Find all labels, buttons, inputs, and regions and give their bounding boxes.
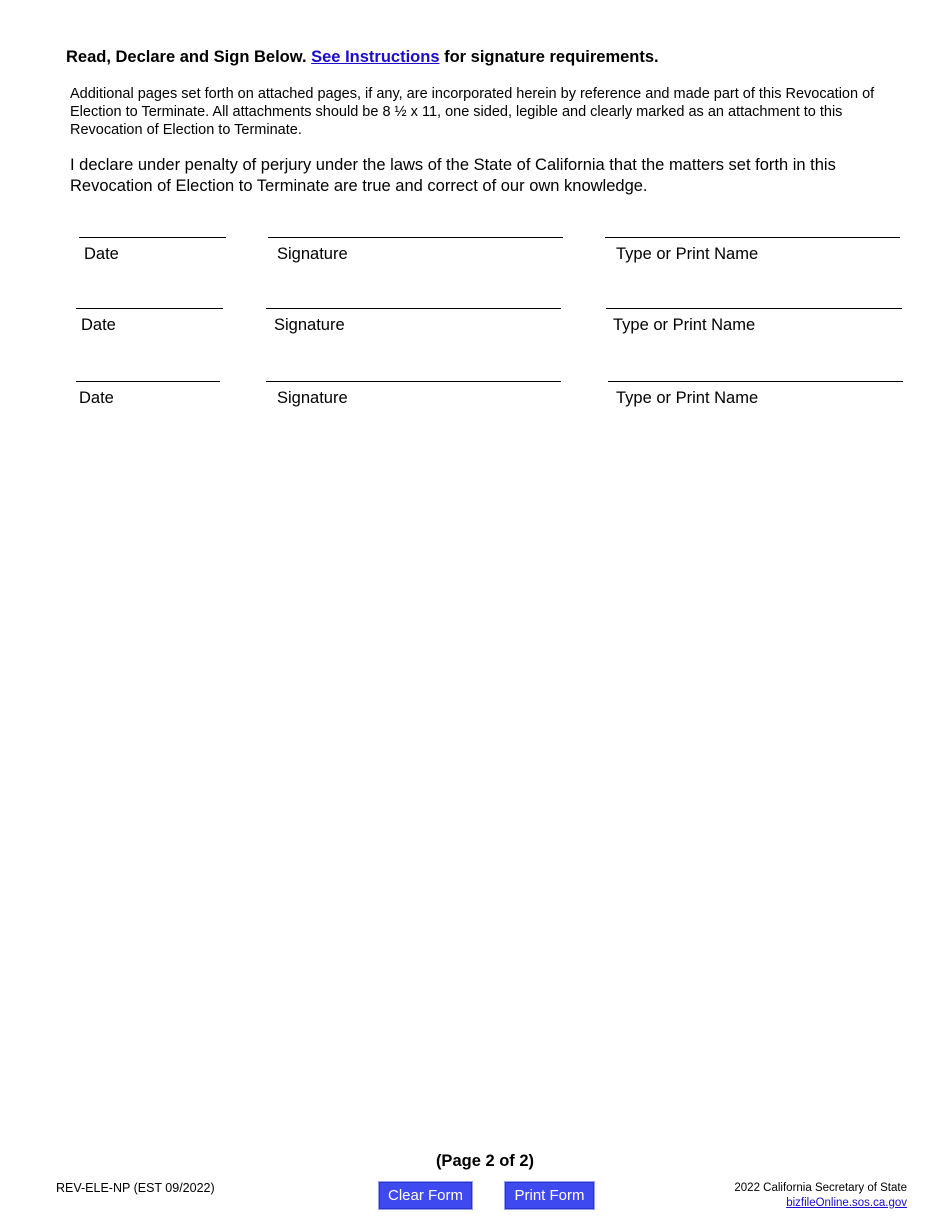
name-line-1[interactable]: [605, 237, 900, 238]
attachments-paragraph: Additional pages set forth on attached pages, if any, are incorporated herein by reference and made part of this Revocation of Election to Terminate. All attachments should be 8 ½ x 11, one sided, legible and clearly marked as an attachment to this Revocation of Election to Terminate.: [70, 86, 875, 138]
signature-line-2[interactable]: [266, 308, 561, 309]
form-code: REV-ELE-NP (EST 09/2022): [56, 1181, 215, 1195]
page-number: (Page 2 of 2): [435, 1152, 535, 1170]
section-heading: [66, 48, 659, 67]
heading-suffix: for signature requirements.: [439, 48, 659, 66]
date-line-3[interactable]: [76, 381, 220, 382]
website-link[interactable]: bizfileOnline.sos.ca.gov: [786, 1197, 907, 1209]
signature-label-2: Signature: [274, 316, 345, 334]
clear-form-button[interactable]: Clear Form: [378, 1181, 473, 1210]
copyright-block: [734, 1181, 907, 1211]
date-line-1[interactable]: [79, 237, 226, 238]
signature-label-1: Signature: [277, 245, 348, 263]
date-label-3: Date: [79, 389, 114, 407]
name-line-3[interactable]: [608, 381, 903, 382]
name-line-2[interactable]: [606, 308, 902, 309]
signature-line-3[interactable]: [266, 381, 561, 382]
date-label-2: Date: [81, 316, 116, 334]
name-label-1: Type or Print Name: [616, 245, 759, 263]
declaration-paragraph: I declare under penalty of perjury under the laws of the State of California that the matters set forth in this Revocation of Election to Terminate are true and correct of our own knowledge.: [70, 156, 836, 195]
print-form-button[interactable]: Print Form: [504, 1181, 595, 1210]
date-label-1: Date: [84, 245, 119, 263]
copyright-text: 2022 California Secretary of State: [734, 1182, 907, 1194]
see-instructions-link[interactable]: See Instructions: [311, 48, 440, 66]
name-label-2: Type or Print Name: [613, 316, 756, 334]
name-label-3: Type or Print Name: [616, 389, 759, 407]
date-line-2[interactable]: [76, 308, 223, 309]
heading-text: Read, Declare and Sign Below.: [66, 48, 312, 66]
signature-label-3: Signature: [277, 389, 348, 407]
signature-line-1[interactable]: [268, 237, 563, 238]
